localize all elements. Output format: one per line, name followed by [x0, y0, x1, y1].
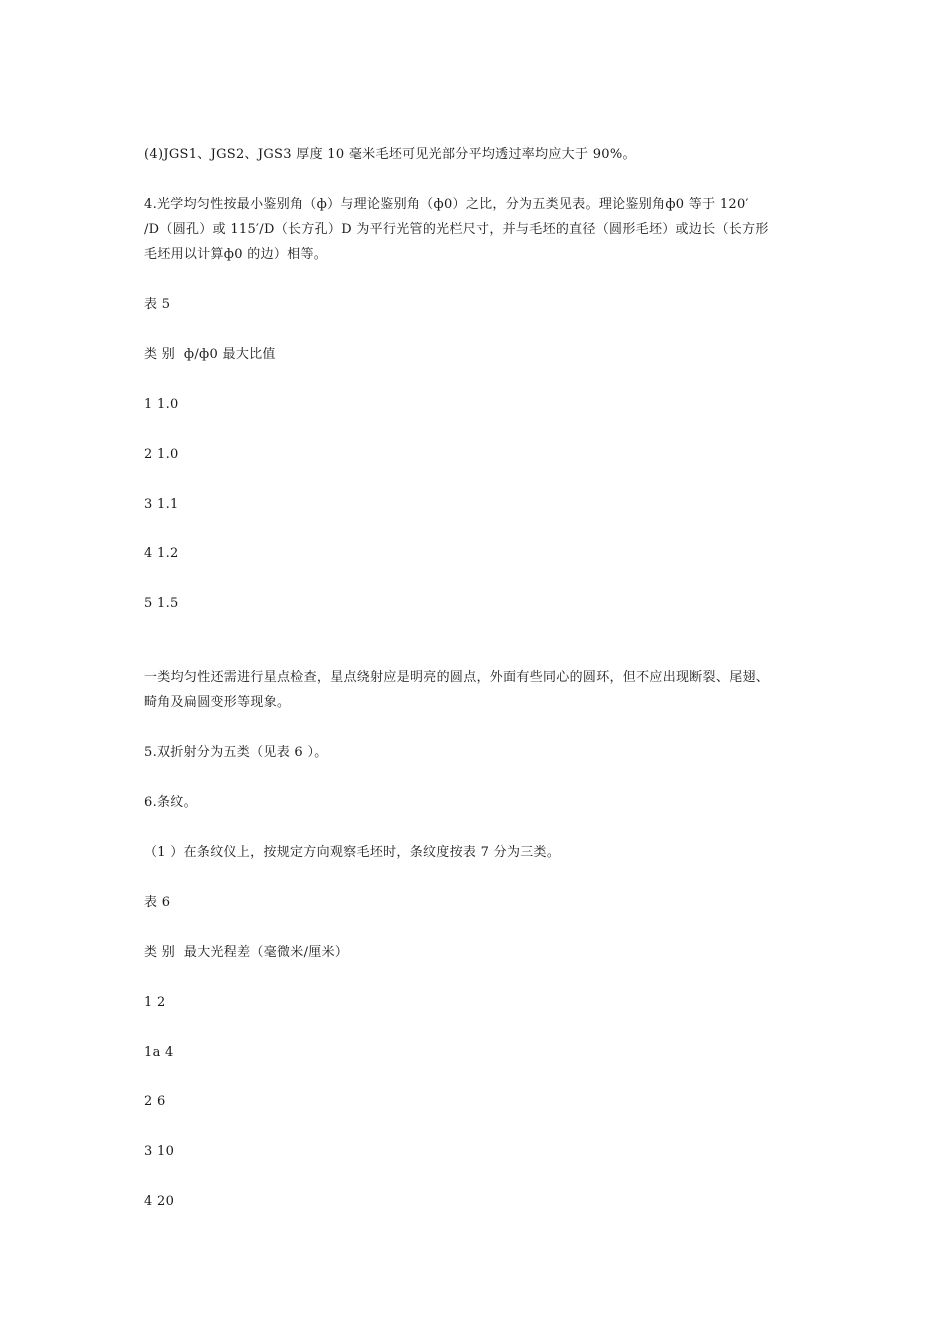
table6-row: 3 10 [144, 1144, 175, 1159]
table5-title: 表 5 [144, 297, 171, 312]
paragraph-homogeneity-line-1: 4.光学均匀性按最小鉴别角（ф）与理论鉴别角（ф0）之比，分为五类见表。理论鉴别角ф0 等于 120′ [144, 197, 749, 212]
paragraph-birefringence: 5.双折射分为五类（见表 6 ）。 [144, 745, 328, 760]
paragraph-homogeneity-line-3: 毛坯用以计算ф0 的边）相等。 [144, 247, 328, 262]
paragraph-star-test-line-1: 一类均匀性还需进行星点检查，星点绕射应是明亮的圆点，外面有些同心的圆环，但不应出现断裂、尾翅、 [144, 670, 770, 685]
table6-row: 1 2 [144, 995, 166, 1010]
table5-row: 1 1.0 [144, 397, 179, 412]
paragraph-star-test-line-2: 畸角及扁圆变形等现象。 [144, 695, 291, 710]
table5-header: 类 别 ф/ф0 最大比值 [144, 347, 276, 362]
table5-row: 4 1.2 [144, 546, 179, 561]
table6-title: 表 6 [144, 895, 171, 910]
paragraph-homogeneity-line-2: /D（圆孔）或 115′/D（长方孔）D 为平行光管的光栏尺寸，并与毛坯的直径（圆形毛坯）或边长（长方形 [144, 222, 769, 237]
paragraph-transmittance: (4)JGS1、JGS2、JGS3 厚度 10 毫米毛坯可见光部分平均透过率均应大于 90%。 [144, 147, 636, 162]
table6-header: 类 别 最大光程差（毫微米/厘米） [144, 945, 349, 960]
table6-row: 1a 4 [144, 1045, 174, 1060]
table6-row: 2 6 [144, 1094, 166, 1109]
table6-row: 4 20 [144, 1194, 175, 1209]
paragraph-striae-grading: （1 ）在条纹仪上，按规定方向观察毛坯时，条纹度按表 7 分为三类。 [144, 845, 561, 860]
table5-row: 3 1.1 [144, 497, 179, 512]
table5-row: 5 1.5 [144, 596, 179, 611]
table5-row: 2 1.0 [144, 447, 179, 462]
paragraph-striae: 6.条纹。 [144, 795, 197, 810]
